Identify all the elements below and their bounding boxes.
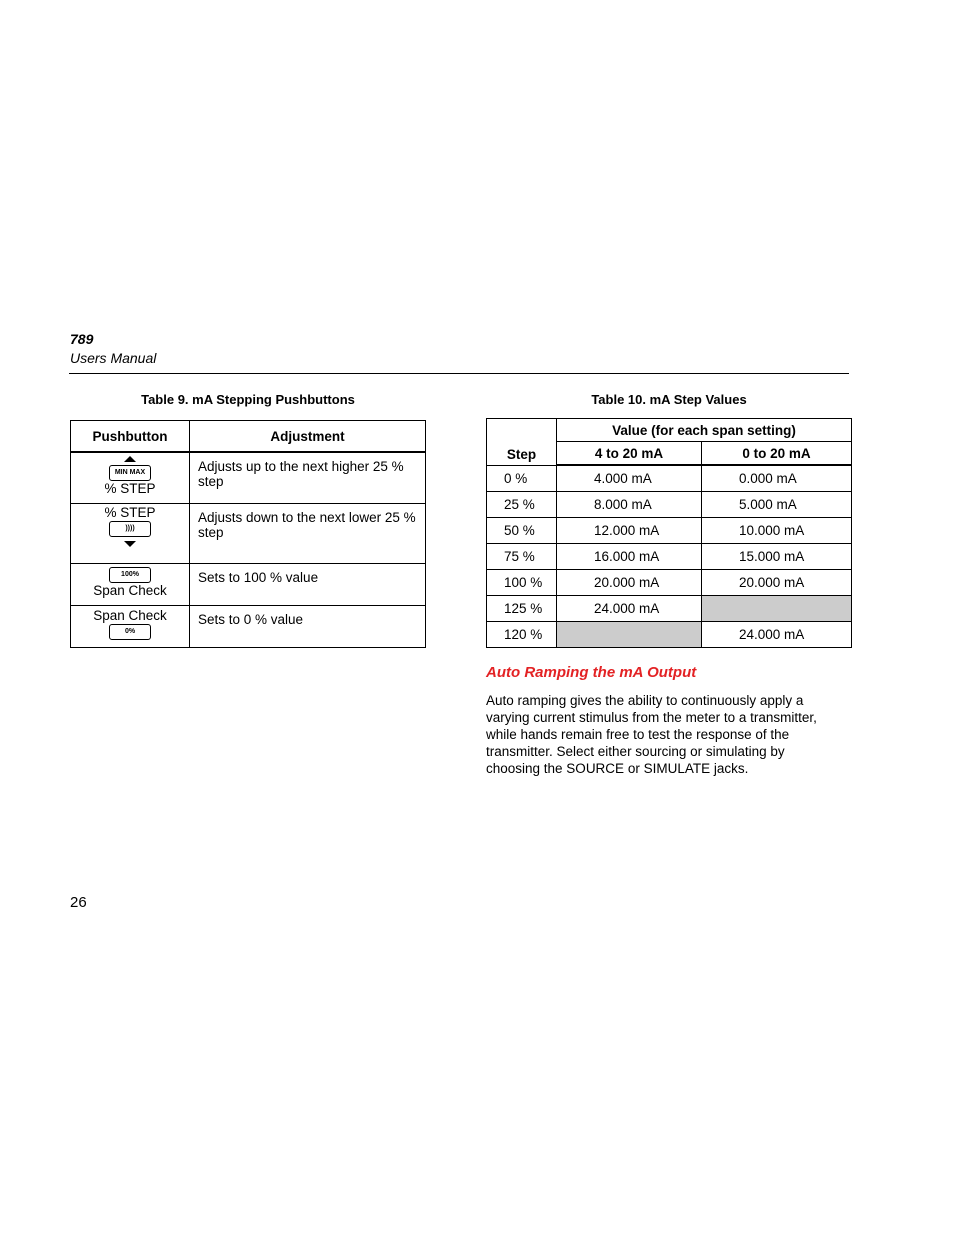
table-row <box>487 492 852 518</box>
value-0-20-cell: 0.000 mA <box>702 465 852 492</box>
table-row <box>487 570 852 596</box>
value-0-20-cell: 20.000 mA <box>702 570 852 596</box>
table-row <box>487 622 852 648</box>
step-cell: 50 % <box>487 518 557 544</box>
adjustment-cell: Sets to 100 % value <box>190 563 426 605</box>
shaded-empty-cell <box>702 596 852 622</box>
table-row <box>487 518 852 544</box>
table10-caption: Table 10. mA Step Values <box>591 392 747 407</box>
header-0-20: 0 to 20 mA <box>702 442 852 466</box>
table-row <box>71 605 426 647</box>
header-pushbutton: Pushbutton <box>71 421 190 453</box>
header-step: Step <box>487 419 557 466</box>
adjustment-cell: Adjusts up to the next higher 25 % step <box>190 452 426 503</box>
step-cell: 25 % <box>487 492 557 518</box>
section-body: Auto ramping gives the ability to continuously apply a varying current stimulus from the meter to a transmitter, while hands remain free to test the response of the transmitter. Select either sourcing or simulating by choosing the SOURCE or SIMULATE jacks. <box>486 693 817 776</box>
step-cell: 100 % <box>487 570 557 596</box>
down-triangle-icon <box>124 541 136 547</box>
pushbutton-label: Span Check <box>93 607 167 623</box>
pushbutton-label: % STEP <box>104 504 156 520</box>
pushbutton-cell <box>71 563 190 605</box>
span-0-key-icon: 0% <box>109 624 151 640</box>
value-0-20-cell: 10.000 mA <box>702 518 852 544</box>
value-4-20-cell: 16.000 mA <box>557 544 702 570</box>
span-100-key-icon: 100% <box>109 567 151 583</box>
table-header-row <box>487 419 852 442</box>
step-cell: 125 % <box>487 596 557 622</box>
product-model: 789 <box>70 331 94 347</box>
beeper-key-icon: )))) <box>109 521 151 537</box>
page-number: 26 <box>70 894 87 911</box>
value-4-20-cell: 4.000 mA <box>557 465 702 492</box>
table-row <box>71 563 426 605</box>
shaded-empty-cell <box>557 622 702 648</box>
step-cell: 120 % <box>487 622 557 648</box>
value-4-20-cell: 8.000 mA <box>557 492 702 518</box>
adjustment-cell: Adjusts down to the next lower 25 % step <box>190 503 426 563</box>
step-values-table <box>486 418 852 648</box>
table-row <box>487 596 852 622</box>
value-0-20-cell: 15.000 mA <box>702 544 852 570</box>
adjustment-cell: Sets to 0 % value <box>190 605 426 647</box>
pushbutton-cell <box>71 503 190 563</box>
header-4-20: 4 to 20 mA <box>557 442 702 466</box>
header-rule <box>69 373 849 374</box>
value-0-20-cell: 24.000 mA <box>702 622 852 648</box>
value-0-20-cell: 5.000 mA <box>702 492 852 518</box>
header-value: Value (for each span setting) <box>557 419 852 442</box>
pushbutton-label: Span Check <box>93 582 167 598</box>
table-row <box>71 452 426 503</box>
pushbuttons-table <box>70 420 426 648</box>
manual-title: Users Manual <box>70 350 157 366</box>
value-4-20-cell: 24.000 mA <box>557 596 702 622</box>
header-adjustment: Adjustment <box>190 421 426 453</box>
table9-caption: Table 9. mA Stepping Pushbuttons <box>141 392 355 407</box>
table-row <box>487 544 852 570</box>
value-4-20-cell: 12.000 mA <box>557 518 702 544</box>
table-row <box>487 465 852 492</box>
up-triangle-icon <box>124 456 136 462</box>
section-heading: Auto Ramping the mA Output <box>486 664 697 681</box>
pushbutton-cell <box>71 605 190 647</box>
step-cell: 0 % <box>487 465 557 492</box>
pushbutton-cell <box>71 452 190 503</box>
table-row <box>71 503 426 563</box>
table-header-row <box>71 421 426 453</box>
pushbutton-label: % STEP <box>104 481 156 496</box>
step-cell: 75 % <box>487 544 557 570</box>
min-max-key-icon: MIN MAX <box>109 465 151 481</box>
value-4-20-cell: 20.000 mA <box>557 570 702 596</box>
